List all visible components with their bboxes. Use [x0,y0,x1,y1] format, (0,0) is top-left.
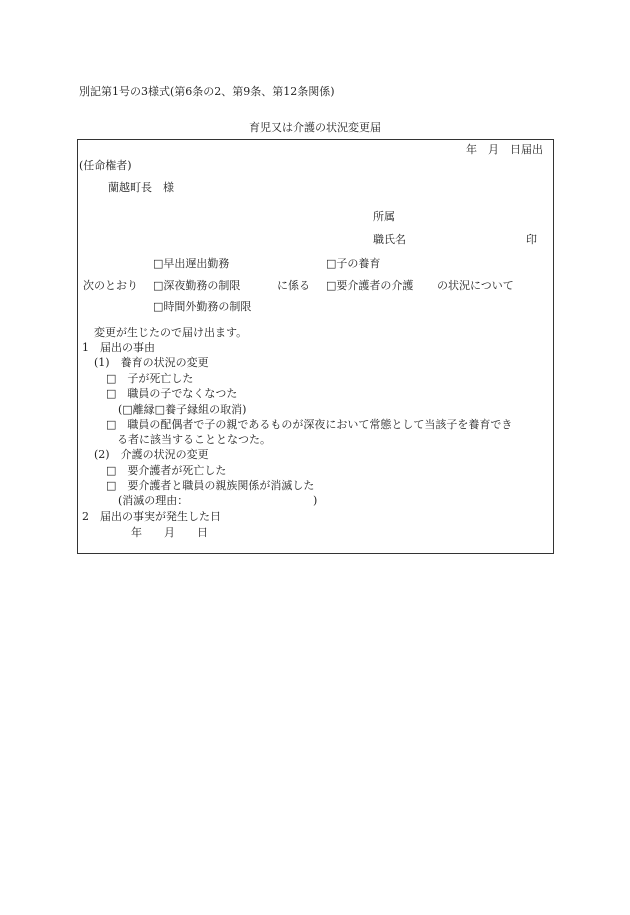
purpose-connector: に係る [277,279,310,292]
sub1-item-spouse-care: □ 職員の配偶者で子の親であるものが深夜において常態として当該子を養育でき [106,418,513,431]
purpose-prefix: 次のとおり [83,279,138,292]
right-option-family-care: □要介護者の介護 [326,279,414,292]
right-option-child-care: □子の養育 [326,257,381,270]
addressee: 蘭越町長 様 [108,181,174,194]
left-option-early-late-shift: □早出遅出勤務 [153,257,230,270]
date-line: 年 月 日届出 [466,143,543,156]
section1-sub2-title: (2) 介護の状況の変更 [94,448,209,461]
sub1-item-adoption-detail: (□離縁□養子縁組の取消) [118,403,247,416]
section1-sub1-title: (1) 養育の状況の変更 [94,356,209,369]
seal-label: 印 [526,233,537,246]
sub1-item-no-longer-child: □ 職員の子でなくなつた [106,387,238,400]
section1-title: 1 届出の事由 [82,341,155,354]
sub1-item-child-death: □ 子が死亡した [106,372,194,385]
name-label: 職氏名 [373,233,406,246]
left-option-night-limit: □深夜勤務の制限 [153,279,241,292]
sub2-item-kinship-ended: □ 要介護者と職員の親族関係が消滅した [106,479,315,492]
purpose-suffix: の状況について [437,279,514,292]
section2-date: 年 月 日 [131,526,208,539]
section2-title: 2 届出の事実が発生した日 [82,510,221,523]
document-title: 育児又は介護の状況変更届 [249,121,381,134]
sub1-item-spouse-care-cont: る者に該当することとなつた。 [117,433,271,446]
form-label: 別記第1号の3様式(第6条の2、第9条、第12条関係) [79,85,335,98]
sub2-item-reason-close: ) [313,494,318,507]
sub2-item-care-recipient-death: □ 要介護者が死亡した [106,464,227,477]
intro-text: 変更が生じたので届け出ます。 [94,326,248,339]
left-option-overtime-limit: □時間外勤務の制限 [153,300,252,313]
appointing-authority: (任命権者) [79,159,132,172]
affiliation-label: 所属 [373,210,395,223]
sub2-item-reason-open: (消滅の理由： [118,494,189,507]
